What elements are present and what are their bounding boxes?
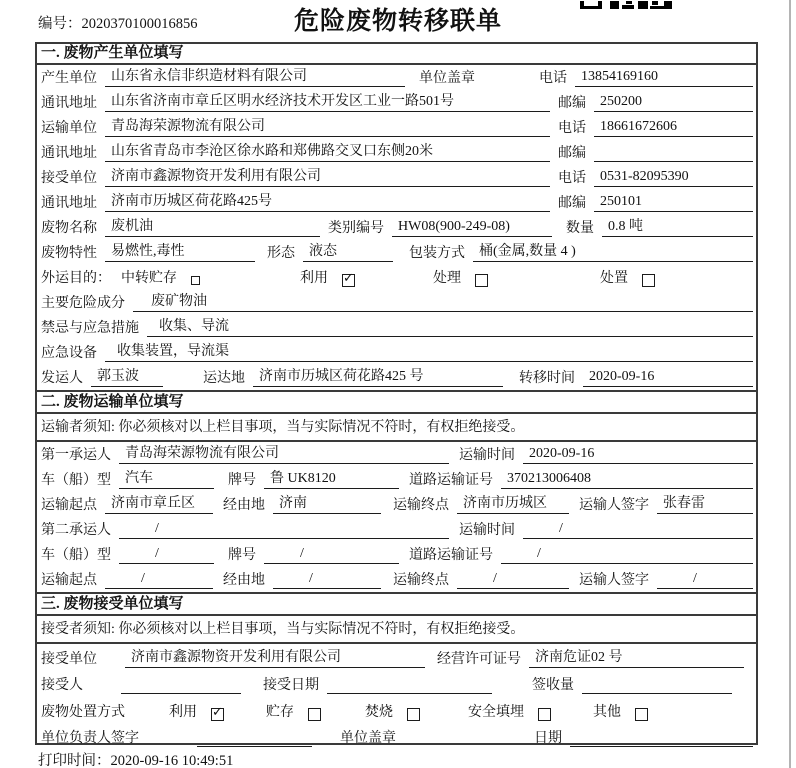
row-route-1	[37, 492, 756, 517]
option-incinerate-label: 焚烧	[365, 704, 393, 720]
section-transporter	[37, 390, 756, 592]
section1-title: 一. 废物产生单位填写	[37, 44, 756, 65]
transport-phone-value: 18661672606	[594, 119, 753, 137]
emergency-equipment-value: 收集装置，导流渠	[105, 340, 753, 362]
shipper-value: 郭玉波	[91, 365, 163, 387]
road-permit-label: 道路运输证号	[409, 548, 493, 563]
road-permit-label: 道路运输证号	[409, 473, 493, 488]
via-value: 济南	[273, 492, 381, 514]
terminus-label: 运输终点	[393, 498, 449, 513]
generator-address-value: 山东省济南市章丘区明水经济技术开发区工业一路501号	[105, 90, 550, 112]
row-receiver-unit	[37, 165, 756, 190]
received-quantity-label: 签收量	[532, 678, 574, 693]
checkbox-utilize-disposal	[211, 708, 224, 721]
row-vehicle-type-1	[37, 467, 756, 492]
via-2-value: /	[273, 571, 381, 589]
date-value	[570, 745, 753, 747]
business-license-label: 经营许可证号	[437, 651, 521, 667]
option-store-label: 贮存	[266, 704, 294, 720]
carrier-signature-value: 张春雷	[657, 492, 753, 514]
option-transfer-storage-label: 中转贮存	[121, 271, 177, 286]
option-dispose-label: 处置	[600, 271, 628, 286]
vehicle-type-2-value: /	[119, 546, 214, 564]
destination-label: 运达地	[203, 371, 245, 386]
terminus-value: 济南市历城区	[457, 492, 569, 514]
transport-time-label: 运输时间	[459, 448, 515, 463]
row-disposal-method	[37, 697, 756, 724]
receiver-phone-value: 0531-82095390	[594, 169, 753, 187]
origin-value: 济南市章丘区	[105, 492, 213, 514]
checkbox-transfer-storage	[191, 276, 200, 285]
first-carrier-value: 青岛海荣源物流有限公司	[119, 442, 449, 464]
row-emergency-equipment	[37, 340, 756, 365]
road-permit-2-value: /	[501, 546, 753, 564]
phone-label: 电话	[558, 171, 586, 186]
row-generator-unit	[37, 65, 756, 90]
manifest-form	[35, 42, 758, 745]
page-title: 危险废物转移联单	[293, 8, 502, 35]
row-shipper	[37, 365, 756, 390]
transfer-date-label: 转移时间	[519, 371, 575, 386]
checkbox-dispose	[642, 274, 655, 287]
carrier-signature-label: 运输人签字	[579, 573, 649, 588]
acceptor-value	[121, 692, 241, 694]
receiver-zip-value: 250101	[594, 194, 753, 212]
vehicle-type-value: 汽车	[119, 467, 214, 489]
packaging-value: 桶(金属,数量 4 )	[473, 240, 753, 262]
row-waste-property	[37, 240, 756, 265]
form-state-label: 形态	[267, 246, 295, 261]
unit-seal-label: 单位盖章	[340, 731, 396, 746]
unit-seal-label: 单位盖章	[419, 71, 475, 86]
transport-zip-value	[594, 160, 753, 162]
terminus-2-value: /	[457, 571, 569, 589]
acceptor-label: 接受人	[41, 678, 83, 693]
receiver-notice: 接受者须知: 你必须核对以上栏目事项，当与实际情况不符时，有权拒绝接受。	[37, 616, 756, 644]
quantity-value: 0.8 吨	[602, 215, 753, 237]
print-time-value: 2020-09-16 10:49:51	[110, 753, 234, 768]
transport-unit-label: 运输单位	[41, 121, 97, 136]
print-time-label: 打印时间：	[38, 753, 111, 768]
section-receiver	[37, 592, 756, 750]
transport-time-value: 2020-09-16	[523, 446, 753, 464]
via-label: 经由地	[223, 498, 265, 513]
row-waste-name	[37, 215, 756, 240]
hazard-component-value: 废矿物油	[133, 290, 753, 312]
date-label: 日期	[534, 731, 562, 746]
responsible-signature-label: 单位负责人签字	[41, 731, 139, 746]
row-responsible-signature	[37, 724, 756, 751]
checkbox-incinerate	[407, 708, 420, 721]
transport-address-value: 山东省青岛市李沧区徐水路和郑佛路交叉口东侧20米	[105, 140, 550, 162]
accept-date-label: 接受日期	[263, 678, 319, 693]
page-edge-line	[789, 0, 791, 768]
hazard-component-label: 主要危险成分	[41, 296, 125, 311]
waste-property-value: 易燃性,毒性	[105, 240, 255, 262]
generator-phone-value: 13854169160	[575, 69, 753, 87]
section3-title: 三. 废物接受单位填写	[37, 592, 756, 616]
destination-value: 济南市历城区荷花路425 号	[253, 365, 503, 387]
row-route-2	[37, 567, 756, 592]
plate-value: 鲁 UK8120	[264, 467, 399, 489]
row-first-carrier	[37, 442, 756, 467]
emergency-measures-value: 收集、导流	[147, 315, 753, 337]
receiver-unit-label: 接受单位	[41, 171, 97, 186]
accepting-unit-value: 济南市鑫源物资开发利用有限公司	[125, 646, 425, 668]
vehicle-type-label: 车（船）型	[41, 548, 111, 563]
row-transport-address	[37, 140, 756, 165]
outbound-purpose-label: 外运目的：	[41, 271, 111, 286]
terminus-label: 运输终点	[393, 573, 449, 588]
quantity-label: 数量	[566, 221, 594, 236]
phone-label: 电话	[539, 71, 567, 86]
road-permit-value: 370213006408	[501, 471, 753, 489]
received-quantity-value	[582, 692, 732, 694]
plate-2-value: /	[264, 546, 399, 564]
transport-time-label: 运输时间	[459, 523, 515, 538]
transporter-notice: 运输者须知: 你必须核对以上栏目事项，当与实际情况不符时，有权拒绝接受。	[37, 414, 756, 442]
transport-unit-value: 青岛海荣源物流有限公司	[105, 115, 550, 137]
emergency-measures-label: 禁忌与应急措施	[41, 321, 139, 336]
address-label: 通讯地址	[41, 196, 97, 211]
checkbox-store	[308, 708, 321, 721]
serial-number: 2020370100016856	[81, 16, 198, 32]
phone-label: 电话	[558, 121, 586, 136]
first-carrier-label: 第一承运人	[41, 448, 111, 463]
via-label: 经由地	[223, 573, 265, 588]
zip-label: 邮编	[558, 196, 586, 211]
option-utilize-label: 利用	[300, 271, 328, 286]
business-license-value: 济南危证02 号	[529, 646, 744, 668]
row-outbound-purpose	[37, 265, 756, 290]
checkbox-utilize	[342, 274, 355, 287]
row-emergency-measures	[37, 315, 756, 340]
print-time-line	[38, 749, 233, 768]
row-vehicle-type-2	[37, 542, 756, 567]
address-label: 通讯地址	[41, 146, 97, 161]
generator-zip-value: 250200	[594, 94, 753, 112]
row-acceptor	[37, 671, 756, 698]
shipper-label: 发运人	[41, 371, 83, 386]
carrier-signature-label: 运输人签字	[579, 498, 649, 513]
accepting-unit-label: 接受单位	[41, 651, 97, 667]
category-code-value: HW08(900-249-08)	[392, 219, 552, 237]
checkbox-other	[635, 708, 648, 721]
form-state-value: 液态	[303, 240, 393, 262]
transfer-date-value: 2020-09-16	[583, 369, 753, 387]
option-other-label: 其他	[593, 704, 621, 720]
zip-label: 邮编	[558, 96, 586, 111]
carrier-signature-2-value: /	[657, 571, 753, 589]
packaging-label: 包装方式	[409, 246, 465, 261]
responsible-signature-value	[197, 745, 312, 747]
row-receiver-address	[37, 190, 756, 215]
row-second-carrier	[37, 517, 756, 542]
receiver-unit-value: 济南市鑫源物资开发利用有限公司	[105, 165, 550, 187]
waste-property-label: 废物特性	[41, 246, 97, 261]
checkbox-treat	[475, 274, 488, 287]
serial-label: 编号：	[38, 16, 82, 32]
origin-label: 运输起点	[41, 573, 97, 588]
vehicle-type-label: 车（船）型	[41, 473, 111, 488]
second-carrier-value: /	[119, 521, 449, 539]
origin-2-value: /	[105, 571, 213, 589]
category-code-label: 类别编号	[328, 221, 384, 236]
emergency-equipment-label: 应急设备	[41, 346, 97, 361]
plate-label: 牌号	[228, 473, 256, 488]
disposal-method-label: 废物处置方式	[41, 704, 125, 720]
option-treat-label: 处理	[433, 271, 461, 286]
row-transport-unit	[37, 115, 756, 140]
accept-date-value	[327, 692, 492, 694]
row-accepting-unit	[37, 644, 756, 671]
zip-label: 邮编	[558, 146, 586, 161]
row-generator-address	[37, 90, 756, 115]
receiver-address-value: 济南市历城区荷花路425号	[105, 190, 550, 212]
section-generator	[37, 44, 756, 390]
row-hazard-component	[37, 290, 756, 315]
option-landfill-label: 安全填埋	[468, 704, 524, 720]
section2-title: 二. 废物运输单位填写	[37, 390, 756, 414]
address-label: 通讯地址	[41, 96, 97, 111]
plate-label: 牌号	[228, 548, 256, 563]
origin-label: 运输起点	[41, 498, 97, 513]
waste-name-label: 废物名称	[41, 221, 97, 236]
option-utilize-label: 利用	[169, 704, 197, 720]
transport-time-2-value: /	[523, 521, 753, 539]
waste-name-value: 废机油	[105, 215, 320, 237]
generator-unit-value: 山东省永信非织造材料有限公司	[105, 65, 405, 87]
second-carrier-label: 第二承运人	[41, 523, 111, 538]
qr-code-fragment-icon	[580, 0, 676, 16]
generator-unit-label: 产生单位	[41, 71, 97, 86]
checkbox-landfill	[538, 708, 551, 721]
